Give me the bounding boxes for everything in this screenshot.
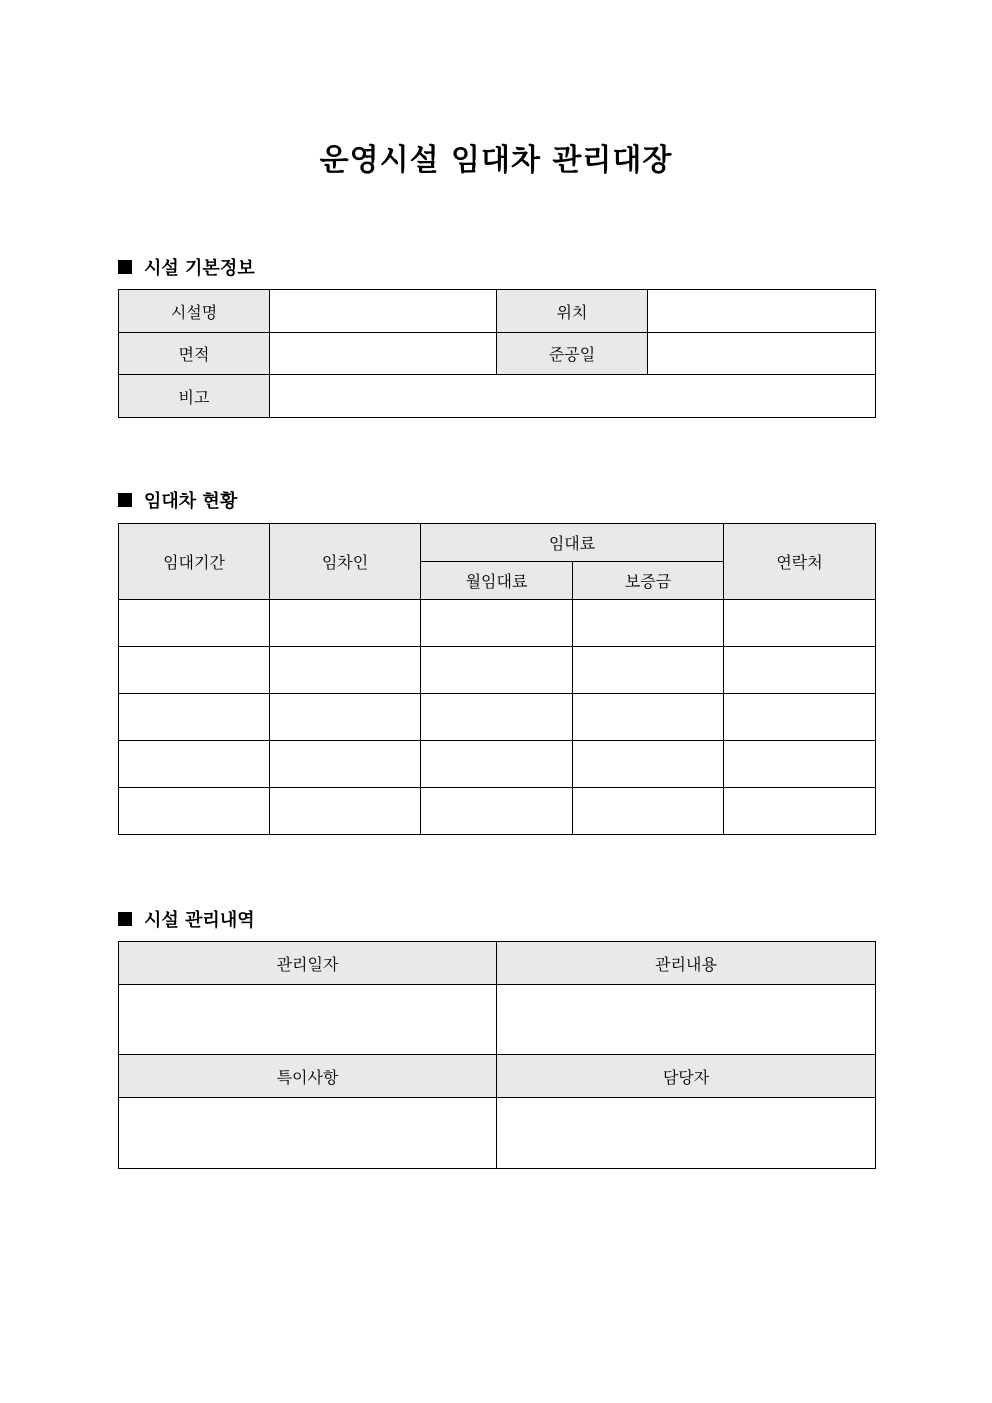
- header-lease-period: 임대기간: [119, 524, 270, 600]
- basic-info-table: [118, 289, 876, 418]
- cell-deposit[interactable]: [573, 788, 724, 835]
- cell-contact[interactable]: [724, 600, 876, 647]
- field-special-notes[interactable]: [119, 1098, 497, 1169]
- header-rent: 임대료: [421, 524, 724, 562]
- field-management-date[interactable]: [119, 985, 497, 1055]
- header-management-content: 관리내용: [497, 942, 876, 985]
- section-heading-text: 시설 관리내역: [144, 910, 255, 931]
- table-row: [119, 600, 876, 647]
- header-monthly-rent: 월임대료: [421, 562, 573, 600]
- cell-deposit[interactable]: [573, 647, 724, 694]
- cell-period[interactable]: [119, 600, 270, 647]
- section-heading-lease-status: [118, 487, 237, 513]
- cell-tenant[interactable]: [270, 600, 421, 647]
- label-facility-name: 시설명: [119, 290, 270, 333]
- field-manager[interactable]: [497, 1098, 876, 1169]
- cell-period[interactable]: [119, 788, 270, 835]
- cell-tenant[interactable]: [270, 694, 421, 741]
- table-row: [119, 741, 876, 788]
- field-area[interactable]: [270, 333, 497, 375]
- cell-period[interactable]: [119, 694, 270, 741]
- section-heading-text: 시설 기본정보: [144, 258, 255, 279]
- management-table: [118, 941, 876, 1169]
- cell-monthly-rent[interactable]: [421, 741, 573, 788]
- cell-deposit[interactable]: [573, 600, 724, 647]
- header-tenant: 임차인: [270, 524, 421, 600]
- square-bullet-icon: [118, 493, 132, 507]
- cell-contact[interactable]: [724, 741, 876, 788]
- cell-monthly-rent[interactable]: [421, 694, 573, 741]
- header-special-notes: 특이사항: [119, 1055, 497, 1098]
- cell-monthly-rent[interactable]: [421, 600, 573, 647]
- header-management-date: 관리일자: [119, 942, 497, 985]
- section-heading-text: 임대차 현황: [144, 491, 238, 512]
- cell-period[interactable]: [119, 741, 270, 788]
- header-contact: 연락처: [724, 524, 876, 600]
- field-facility-name[interactable]: [270, 290, 497, 333]
- cell-contact[interactable]: [724, 694, 876, 741]
- label-area: 면적: [119, 333, 270, 375]
- cell-deposit[interactable]: [573, 694, 724, 741]
- cell-tenant[interactable]: [270, 741, 421, 788]
- cell-deposit[interactable]: [573, 741, 724, 788]
- cell-monthly-rent[interactable]: [421, 788, 573, 835]
- cell-monthly-rent[interactable]: [421, 647, 573, 694]
- field-location[interactable]: [648, 290, 876, 333]
- section-heading-basic-info: [118, 254, 255, 280]
- header-manager: 담당자: [497, 1055, 876, 1098]
- table-row: [119, 788, 876, 835]
- square-bullet-icon: [118, 912, 132, 926]
- header-deposit: 보증금: [573, 562, 724, 600]
- cell-contact[interactable]: [724, 647, 876, 694]
- cell-tenant[interactable]: [270, 788, 421, 835]
- label-remarks: 비고: [119, 375, 270, 418]
- square-bullet-icon: [118, 260, 132, 274]
- section-heading-management: [118, 906, 255, 932]
- field-remarks[interactable]: [270, 375, 876, 418]
- label-completion-date: 준공일: [497, 333, 648, 375]
- lease-status-table: [118, 523, 876, 835]
- cell-contact[interactable]: [724, 788, 876, 835]
- cell-tenant[interactable]: [270, 647, 421, 694]
- cell-period[interactable]: [119, 647, 270, 694]
- table-row: [119, 694, 876, 741]
- table-row: [119, 647, 876, 694]
- document-title: 운영시설 임대차 관리대장: [319, 143, 673, 178]
- field-management-content[interactable]: [497, 985, 876, 1055]
- field-completion-date[interactable]: [648, 333, 876, 375]
- label-location: 위치: [497, 290, 648, 333]
